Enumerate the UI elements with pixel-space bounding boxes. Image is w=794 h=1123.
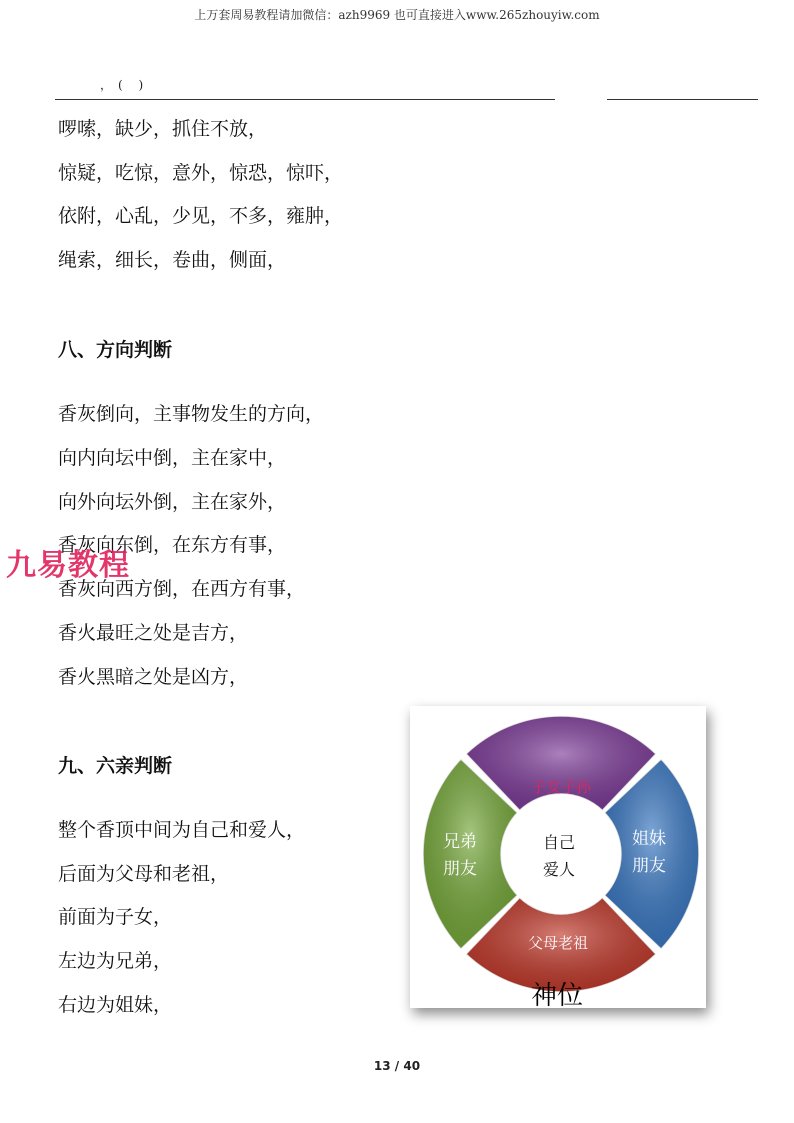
text-line: 香火黑暗之处是凶方， [58,666,249,688]
section-heading-relatives: 九、六亲判断 [58,755,173,777]
segment-label-left-2: 朋友 [443,859,477,879]
watermark-logo: 九易教程 [6,548,130,583]
ring-center [503,796,619,912]
segment-label-top: 子女子孙 [531,778,592,796]
center-label-2: 爱人 [543,860,576,879]
segment-label-bottom: 父母老祖 [528,934,589,952]
diagram-caption: 神位 [531,981,584,1008]
text-line: 香灰向东倒，在东方有事， [58,534,287,556]
relatives-ring-diagram [410,706,706,1008]
section-heading-direction: 八、方向判断 [58,339,173,361]
text-line: 绳索，细长，卷曲，侧面， [58,249,287,271]
text-line: 左边为兄弟， [58,950,173,972]
page-number: 13 / 40 [373,1059,421,1073]
segment-label-left-1: 兄弟 [443,832,477,852]
page-header: 上万套周易教程请加微信：azh9969 也可直接进入www.265zhouyiw.com [194,8,600,22]
header-rule-right [607,99,758,100]
text-line: 香灰倒向，主事物发生的方向， [58,403,325,425]
text-line: 香灰向西方倒，在西方有事， [58,578,306,600]
text-line: 啰嗦，缺少，抓住不放， [58,118,268,140]
text-line: 向内向坛中倒，主在家中， [58,447,287,469]
text-line: 向外向坛外倒，主在家外， [58,491,287,513]
text-line: 后面为父母和老祖， [58,863,230,885]
segment-label-right-2: 朋友 [632,856,666,876]
segment-label-right-1: 姐妹 [632,829,666,849]
center-label-1: 自己 [543,833,576,852]
text-line: 整个香顶中间为自己和爱人， [58,819,306,841]
stray-text: ，( ) [100,78,150,92]
text-line: 前面为子女， [58,906,173,928]
text-line: 右边为姐妹， [58,994,173,1016]
text-line: 香火最旺之处是吉方， [58,622,249,644]
text-line: 依附，心乱，少见，不多，雍肿， [58,205,344,227]
header-rule-left [55,99,555,100]
text-line: 惊疑，吃惊，意外，惊恐，惊吓， [58,162,344,184]
